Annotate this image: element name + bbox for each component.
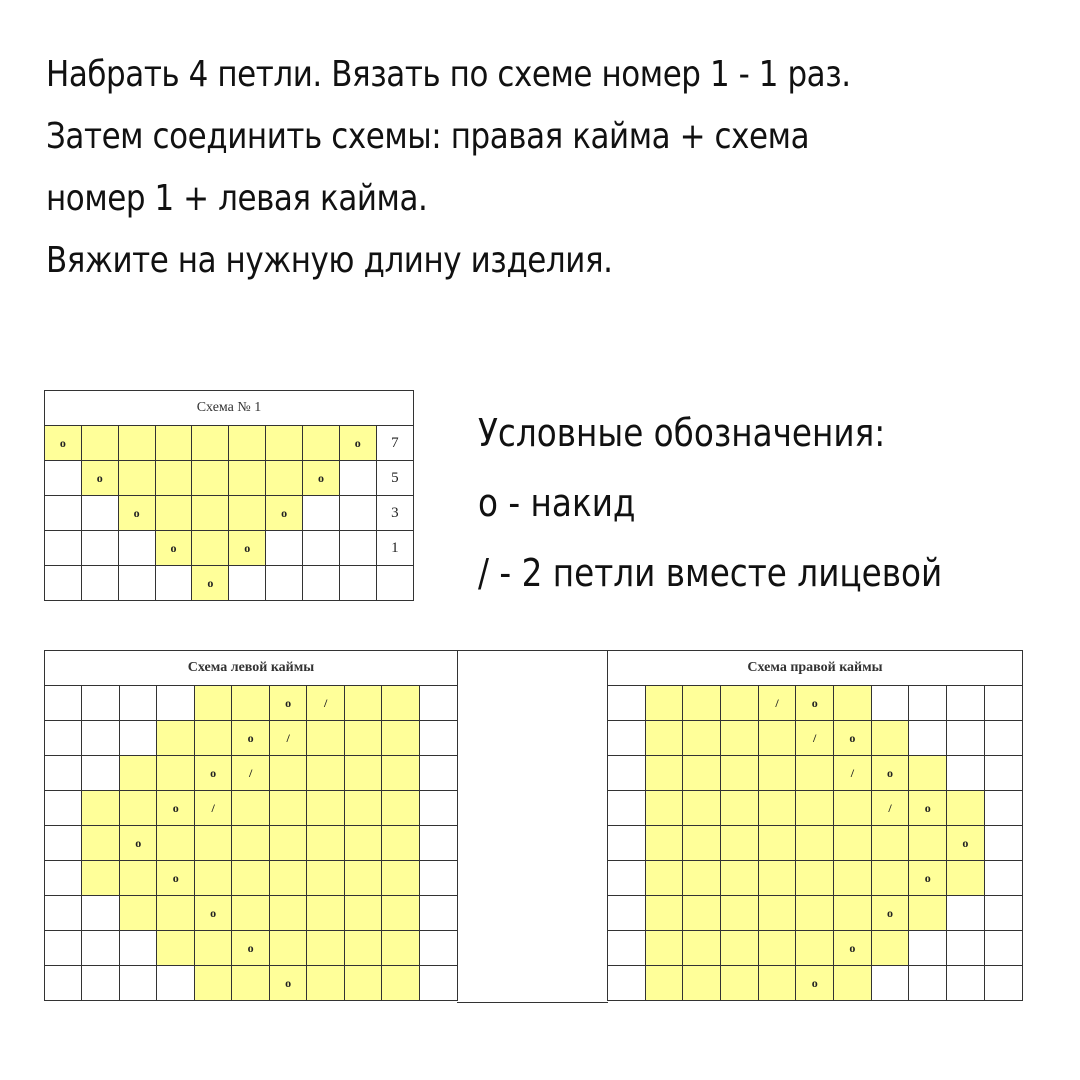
chart-title: Схема левой каймы (45, 651, 458, 686)
stitch-cell (721, 756, 759, 791)
stitch-cell (909, 896, 947, 931)
k2tog-cell: / (232, 756, 269, 791)
stitch-cell (758, 931, 796, 966)
stitch-cell (645, 826, 683, 861)
stitch-cell (984, 721, 1022, 756)
stitch-cell (157, 931, 194, 966)
stitch-cell (344, 756, 381, 791)
stitch-cell (81, 566, 118, 601)
k2tog-cell: / (871, 791, 909, 826)
stitch-cell (834, 686, 872, 721)
stitch-cell (82, 756, 119, 791)
instruction-line: Вяжите на нужную длину изделия. (46, 240, 613, 281)
stitch-cell (81, 426, 118, 461)
border-charts-gap (457, 650, 608, 1003)
stitch-cell (909, 826, 947, 861)
stitch-cell (683, 791, 721, 826)
yarn-over-cell: о (192, 566, 229, 601)
stitch-cell (382, 721, 419, 756)
stitch-cell (303, 496, 340, 531)
stitch-cell (303, 566, 340, 601)
chart-row (45, 531, 414, 566)
stitch-cell (229, 461, 266, 496)
stitch-cell (683, 896, 721, 931)
stitch-cell (82, 861, 119, 896)
stitch-cell (157, 966, 194, 1001)
chart-row (45, 896, 458, 931)
stitch-cell (796, 931, 834, 966)
chart-header-row (45, 651, 458, 686)
stitch-cell (721, 931, 759, 966)
k2tog-cell: / (796, 721, 834, 756)
stitch-cell (984, 861, 1022, 896)
stitch-cell (194, 931, 231, 966)
stitch-cell (721, 966, 759, 1001)
stitch-cell (303, 531, 340, 566)
right-border-chart (607, 650, 1023, 1001)
stitch-cell (119, 931, 156, 966)
yarn-over-cell: о (796, 966, 834, 1001)
left-border-body (45, 651, 458, 1001)
legend-item-yarn-over: о - накид (478, 481, 636, 525)
chart-row (45, 721, 458, 756)
stitch-cell (909, 721, 947, 756)
stitch-cell (266, 426, 303, 461)
stitch-cell (645, 966, 683, 1001)
stitch-cell (155, 566, 192, 601)
stitch-cell (382, 966, 419, 1001)
stitch-cell (419, 826, 457, 861)
instruction-line: Набрать 4 петли. Вязать по схеме номер 1 - 1 раз. (46, 54, 851, 95)
legend-item-k2tog: / - 2 петли вместе лицевой (478, 551, 943, 595)
stitch-cell (339, 531, 376, 566)
stitch-cell (721, 791, 759, 826)
stitch-cell (645, 896, 683, 931)
stitch-cell (382, 756, 419, 791)
stitch-cell (758, 756, 796, 791)
stitch-cell (339, 566, 376, 601)
stitch-cell (909, 686, 947, 721)
stitch-cell (683, 966, 721, 1001)
stitch-cell (721, 896, 759, 931)
stitch-cell (119, 896, 156, 931)
stitch-cell (645, 791, 683, 826)
stitch-cell (871, 686, 909, 721)
stitch-cell (608, 686, 646, 721)
stitch-cell (119, 966, 156, 1001)
stitch-cell (269, 756, 306, 791)
stitch-cell (758, 721, 796, 756)
stitch-cell (796, 861, 834, 896)
stitch-cell (871, 931, 909, 966)
chart-header-row (45, 391, 414, 426)
stitch-cell (683, 686, 721, 721)
stitch-cell (194, 686, 231, 721)
stitch-cell (155, 496, 192, 531)
scheme-1-body (45, 391, 414, 601)
stitch-cell (344, 861, 381, 896)
stitch-cell (419, 931, 457, 966)
stitch-cell (758, 966, 796, 1001)
yarn-over-cell: о (119, 826, 156, 861)
stitch-cell (119, 721, 156, 756)
chart-row (45, 426, 414, 461)
stitch-cell (608, 791, 646, 826)
stitch-cell (82, 686, 119, 721)
stitch-cell (266, 461, 303, 496)
stitch-cell (608, 721, 646, 756)
chart-row (45, 496, 414, 531)
chart-row (608, 966, 1023, 1001)
stitch-cell (382, 826, 419, 861)
stitch-cell (683, 861, 721, 896)
stitch-cell (192, 426, 229, 461)
stitch-cell (683, 931, 721, 966)
chart-row (45, 861, 458, 896)
stitch-cell (834, 791, 872, 826)
stitch-cell (118, 426, 155, 461)
chart-row (608, 756, 1023, 791)
stitch-cell (344, 826, 381, 861)
chart-row (45, 966, 458, 1001)
yarn-over-cell: о (157, 861, 194, 896)
yarn-over-cell: о (155, 531, 192, 566)
yarn-over-cell: о (269, 686, 306, 721)
stitch-cell (303, 426, 340, 461)
yarn-over-cell: о (45, 426, 82, 461)
stitch-cell (229, 496, 266, 531)
yarn-over-cell: о (339, 426, 376, 461)
stitch-cell (119, 861, 156, 896)
stitch-cell (266, 531, 303, 566)
chart-row (608, 931, 1023, 966)
instruction-line: номер 1 + левая кайма. (46, 178, 428, 219)
scheme-1-chart (44, 390, 414, 601)
yarn-over-cell: о (269, 966, 306, 1001)
stitch-cell (307, 896, 344, 931)
stitch-cell (45, 566, 82, 601)
stitch-cell (419, 896, 457, 931)
chart-row (608, 826, 1023, 861)
chart-title: Схема № 1 (45, 391, 414, 426)
stitch-cell (118, 461, 155, 496)
stitch-cell (721, 721, 759, 756)
stitch-cell (721, 686, 759, 721)
stitch-cell (796, 756, 834, 791)
row-number: 1 (376, 531, 413, 566)
stitch-cell (232, 826, 269, 861)
stitch-cell (984, 686, 1022, 721)
stitch-cell (45, 861, 82, 896)
yarn-over-cell: о (796, 686, 834, 721)
stitch-cell (645, 721, 683, 756)
stitch-cell (155, 426, 192, 461)
yarn-over-cell: о (834, 721, 872, 756)
stitch-cell (82, 826, 119, 861)
stitch-cell (984, 966, 1022, 1001)
stitch-cell (307, 826, 344, 861)
stitch-cell (683, 756, 721, 791)
yarn-over-cell: о (194, 896, 231, 931)
stitch-cell (608, 826, 646, 861)
stitch-cell (984, 896, 1022, 931)
stitch-cell (871, 966, 909, 1001)
stitch-cell (307, 791, 344, 826)
row-number (376, 566, 413, 601)
stitch-cell (229, 426, 266, 461)
row-number: 3 (376, 496, 413, 531)
chart-row (45, 566, 414, 601)
stitch-cell (45, 756, 82, 791)
stitch-cell (382, 686, 419, 721)
stitch-cell (683, 721, 721, 756)
stitch-cell (118, 531, 155, 566)
yarn-over-cell: о (947, 826, 985, 861)
left-border-chart (44, 650, 458, 1001)
stitch-cell (382, 791, 419, 826)
stitch-cell (194, 966, 231, 1001)
stitch-cell (307, 931, 344, 966)
stitch-cell (947, 791, 985, 826)
yarn-over-cell: о (909, 791, 947, 826)
stitch-cell (721, 826, 759, 861)
chart-header-row (608, 651, 1023, 686)
stitch-cell (419, 861, 457, 896)
stitch-cell (419, 721, 457, 756)
chart-row (608, 686, 1023, 721)
stitch-cell (947, 721, 985, 756)
stitch-cell (382, 931, 419, 966)
yarn-over-cell: о (194, 756, 231, 791)
chart-row (608, 721, 1023, 756)
chart-row (45, 461, 414, 496)
stitch-cell (45, 531, 82, 566)
yarn-over-cell: о (118, 496, 155, 531)
stitch-cell (871, 861, 909, 896)
stitch-cell (192, 531, 229, 566)
yarn-over-cell: о (303, 461, 340, 496)
stitch-cell (82, 896, 119, 931)
stitch-cell (45, 461, 82, 496)
chart-row (608, 896, 1023, 931)
right-border-body (608, 651, 1023, 1001)
stitch-cell (344, 896, 381, 931)
stitch-cell (45, 966, 82, 1001)
stitch-cell (232, 791, 269, 826)
stitch-cell (157, 686, 194, 721)
stitch-cell (419, 686, 457, 721)
stitch-cell (45, 721, 82, 756)
stitch-cell (339, 461, 376, 496)
stitch-cell (194, 721, 231, 756)
k2tog-cell: / (758, 686, 796, 721)
stitch-cell (608, 966, 646, 1001)
stitch-cell (984, 931, 1022, 966)
stitch-cell (232, 896, 269, 931)
stitch-cell (194, 861, 231, 896)
stitch-cell (119, 756, 156, 791)
stitch-cell (947, 861, 985, 896)
legend (478, 398, 942, 608)
row-number: 5 (376, 461, 413, 496)
stitch-cell (834, 826, 872, 861)
stitch-cell (645, 861, 683, 896)
stitch-cell (382, 861, 419, 896)
stitch-cell (645, 686, 683, 721)
yarn-over-cell: о (232, 931, 269, 966)
stitch-cell (82, 966, 119, 1001)
stitch-cell (192, 496, 229, 531)
stitch-cell (119, 791, 156, 826)
yarn-over-cell: о (909, 861, 947, 896)
stitch-cell (909, 931, 947, 966)
stitch-cell (796, 791, 834, 826)
stitch-cell (118, 566, 155, 601)
stitch-cell (307, 756, 344, 791)
stitch-cell (81, 496, 118, 531)
stitch-cell (307, 966, 344, 1001)
stitch-cell (871, 826, 909, 861)
stitch-cell (157, 756, 194, 791)
yarn-over-cell: о (266, 496, 303, 531)
stitch-cell (758, 791, 796, 826)
stitch-cell (758, 826, 796, 861)
stitch-cell (608, 931, 646, 966)
stitch-cell (155, 461, 192, 496)
yarn-over-cell: о (834, 931, 872, 966)
stitch-cell (909, 966, 947, 1001)
stitch-cell (947, 966, 985, 1001)
stitch-cell (947, 686, 985, 721)
yarn-over-cell: о (229, 531, 266, 566)
stitch-cell (269, 826, 306, 861)
stitch-cell (382, 896, 419, 931)
stitch-cell (192, 461, 229, 496)
stitch-cell (344, 791, 381, 826)
stitch-cell (984, 756, 1022, 791)
stitch-cell (721, 861, 759, 896)
stitch-cell (229, 566, 266, 601)
stitch-cell (645, 931, 683, 966)
stitch-cell (157, 896, 194, 931)
chart-row (45, 791, 458, 826)
stitch-cell (269, 861, 306, 896)
stitch-cell (947, 896, 985, 931)
stitch-cell (269, 791, 306, 826)
stitch-cell (796, 896, 834, 931)
chart-title: Схема правой каймы (608, 651, 1023, 686)
chart-row (608, 791, 1023, 826)
legend-title: Условные обозначения: (478, 411, 886, 455)
stitch-cell (232, 966, 269, 1001)
chart-row (45, 826, 458, 861)
stitch-cell (796, 826, 834, 861)
chart-row (45, 931, 458, 966)
stitch-cell (344, 686, 381, 721)
chart-row (608, 861, 1023, 896)
yarn-over-cell: о (871, 896, 909, 931)
stitch-cell (683, 826, 721, 861)
yarn-over-cell: о (157, 791, 194, 826)
chart-row (45, 686, 458, 721)
yarn-over-cell: о (871, 756, 909, 791)
k2tog-cell: / (307, 686, 344, 721)
stitch-cell (344, 931, 381, 966)
stitch-cell (608, 861, 646, 896)
stitch-cell (909, 756, 947, 791)
stitch-cell (45, 931, 82, 966)
stitch-cell (82, 791, 119, 826)
stitch-cell (269, 896, 306, 931)
stitch-cell (266, 566, 303, 601)
k2tog-cell: / (269, 721, 306, 756)
stitch-cell (269, 931, 306, 966)
stitch-cell (232, 861, 269, 896)
stitch-cell (45, 826, 82, 861)
stitch-cell (758, 896, 796, 931)
stitch-cell (608, 896, 646, 931)
stitch-cell (984, 791, 1022, 826)
k2tog-cell: / (834, 756, 872, 791)
stitch-cell (157, 721, 194, 756)
stitch-cell (645, 756, 683, 791)
stitch-cell (344, 721, 381, 756)
stitch-cell (45, 496, 82, 531)
stitch-cell (984, 826, 1022, 861)
yarn-over-cell: о (81, 461, 118, 496)
stitch-cell (157, 826, 194, 861)
stitch-cell (419, 791, 457, 826)
stitch-cell (834, 861, 872, 896)
stitch-cell (947, 931, 985, 966)
stitch-cell (758, 861, 796, 896)
stitch-cell (194, 826, 231, 861)
chart-row (45, 756, 458, 791)
stitch-cell (82, 931, 119, 966)
stitch-cell (82, 721, 119, 756)
instruction-line: Затем соединить схемы: правая кайма + схема (46, 116, 810, 157)
stitch-cell (81, 531, 118, 566)
stitch-cell (419, 966, 457, 1001)
stitch-cell (419, 756, 457, 791)
row-number: 7 (376, 426, 413, 461)
stitch-cell (45, 686, 82, 721)
stitch-cell (871, 721, 909, 756)
stitch-cell (344, 966, 381, 1001)
stitch-cell (307, 721, 344, 756)
stitch-cell (834, 966, 872, 1001)
stitch-cell (119, 686, 156, 721)
stitch-cell (339, 496, 376, 531)
stitch-cell (307, 861, 344, 896)
instructions-text (46, 44, 1052, 292)
stitch-cell (45, 896, 82, 931)
stitch-cell (608, 756, 646, 791)
k2tog-cell: / (194, 791, 231, 826)
stitch-cell (834, 896, 872, 931)
stitch-cell (45, 791, 82, 826)
yarn-over-cell: о (232, 721, 269, 756)
stitch-cell (947, 756, 985, 791)
stitch-cell (232, 686, 269, 721)
